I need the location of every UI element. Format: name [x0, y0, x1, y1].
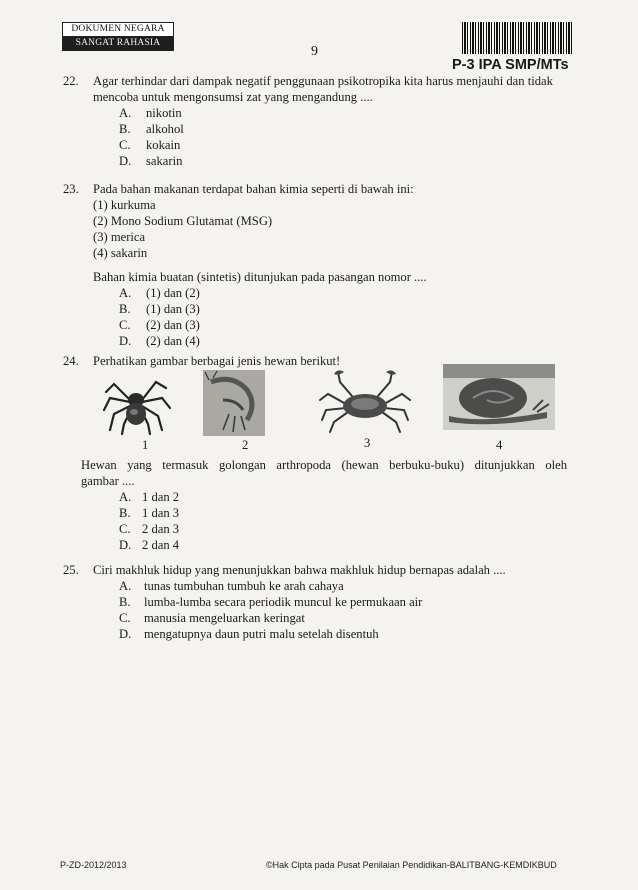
question-number: 22.	[63, 74, 79, 88]
question-number: 25.	[63, 563, 79, 577]
option-text: 1 dan 3	[142, 506, 180, 520]
image-label: 2	[242, 438, 249, 452]
option-letter: D.	[119, 334, 132, 348]
subject-code: P-3 IPA SMP/MTs	[452, 57, 569, 73]
option-text: 2 dan 3	[142, 522, 180, 536]
question-prompt: Bahan kimia buatan (sintetis) ditunjukan pada pasangan nomor ....	[93, 270, 427, 284]
option-text: 1 dan 2	[142, 490, 180, 504]
question-prompt: gambar ....	[81, 474, 135, 488]
spider-icon	[100, 370, 172, 436]
option-text: (2) dan (3)	[146, 318, 200, 332]
option-text: tunas tumbuhan tumbuh ke arah cahaya	[144, 579, 344, 593]
option-text: lumba-lumba secara periodik muncul ke permukaan air	[144, 595, 423, 609]
question-number: 24.	[63, 354, 79, 368]
list-item: (4) sakarin	[93, 246, 148, 260]
list-item: (1) kurkuma	[93, 198, 156, 212]
option-letter: B.	[119, 595, 131, 609]
footer-copyright: ©Hak Cipta pada Pusat Penilaian Pendidikan-BALITBANG-KEMDIKBUD	[266, 860, 557, 870]
option-letter: A.	[119, 106, 132, 120]
option-text: 2 dan 4	[142, 538, 180, 552]
option-letter: B.	[119, 302, 131, 316]
option-letter: D.	[119, 154, 132, 168]
option-letter: C.	[119, 318, 131, 332]
option-text: manusia mengeluarkan keringat	[144, 611, 305, 625]
badge-bottom-label: SANGAT RAHASIA	[63, 37, 173, 50]
option-text: (1) dan (3)	[146, 302, 200, 316]
option-letter: D.	[119, 538, 132, 552]
option-text: kokain	[146, 138, 181, 152]
question-text-line: mencoba untuk mengonsumsi zat yang mengandung ....	[93, 90, 373, 104]
option-letter: C.	[119, 611, 131, 625]
badge-top-label: DOKUMEN NEGARA	[63, 23, 173, 37]
list-item: (3) merica	[93, 230, 146, 244]
question-prompt: Hewan yang termasuk golongan arthropoda (hewan berbuku-buku) ditunjukkan oleh	[81, 458, 567, 472]
snail-icon	[443, 364, 555, 430]
option-letter: A.	[119, 579, 132, 593]
footer-document-code: P-ZD-2012/2013	[60, 860, 127, 870]
question-text-line: Pada bahan makanan terdapat bahan kimia seperti di bawah ini:	[93, 182, 414, 196]
list-item: (2) Mono Sodium Glutamat (MSG)	[93, 214, 273, 228]
option-letter: D.	[119, 627, 132, 641]
question-text-line: Ciri makhluk hidup yang menunjukkan bahwa makhluk hidup bernapas adalah ....	[93, 563, 506, 577]
option-letter: C.	[119, 138, 131, 152]
image-label: 3	[364, 436, 371, 450]
option-text: sakarin	[146, 154, 183, 168]
option-letter: A.	[119, 490, 132, 504]
document-classification-badge	[62, 22, 174, 51]
question-text-line: Agar terhindar dari dampak negatif penggunaan psikotropika kita harus menjauhi dan tidak	[93, 74, 553, 88]
barcode-icon	[462, 22, 574, 54]
option-text: (2) dan (4)	[146, 334, 200, 348]
option-text: mengatupnya daun putri malu setelah disentuh	[144, 627, 379, 641]
image-label: 4	[496, 438, 503, 452]
option-letter: A.	[119, 286, 132, 300]
crab-icon	[316, 368, 414, 434]
option-letter: B.	[119, 122, 131, 136]
option-text: (1) dan (2)	[146, 286, 200, 300]
image-label: 1	[142, 438, 149, 452]
question-text-line: Perhatikan gambar berbagai jenis hewan berikut!	[93, 354, 341, 368]
page-number: 9	[311, 44, 318, 59]
question-number: 23.	[63, 182, 79, 196]
option-letter: C.	[119, 522, 131, 536]
shrimp-icon	[203, 370, 265, 436]
option-letter: B.	[119, 506, 131, 520]
option-text: nikotin	[146, 106, 182, 120]
option-text: alkohol	[146, 122, 184, 136]
